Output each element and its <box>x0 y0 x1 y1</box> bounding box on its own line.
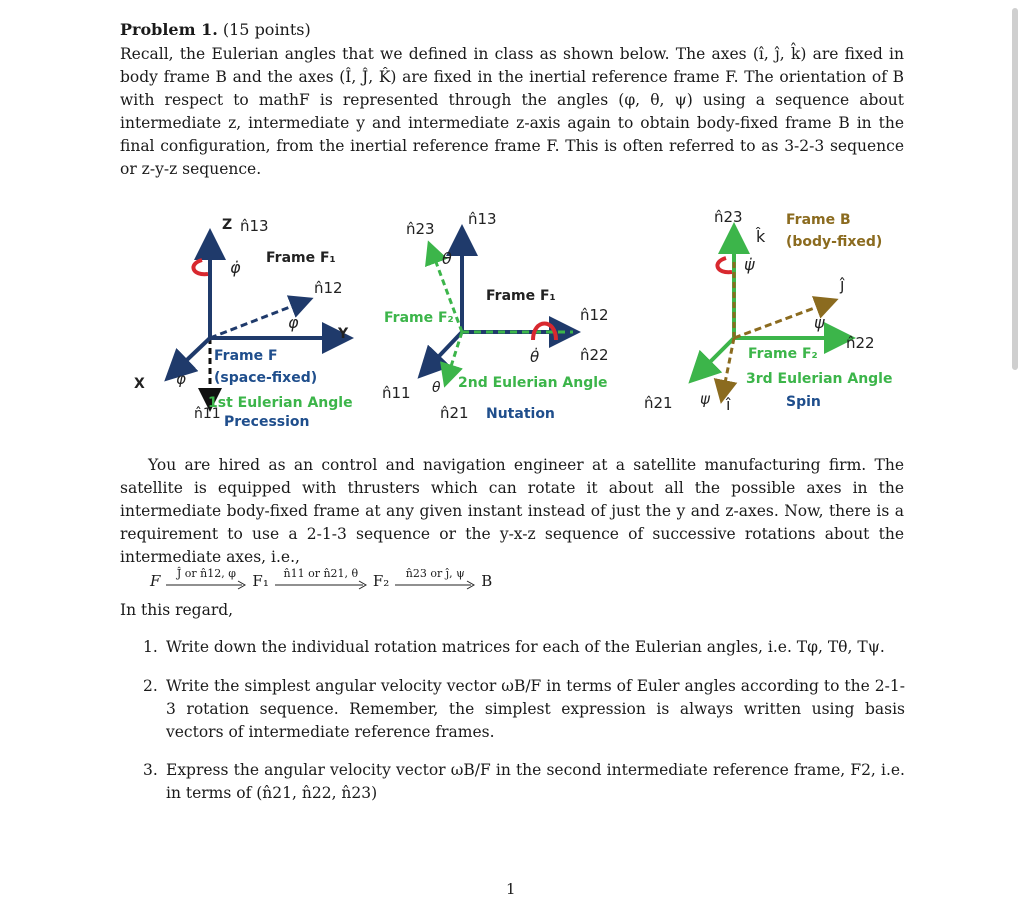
rotation-sequence <box>150 568 492 590</box>
j-hat-label: ĵ <box>840 275 845 294</box>
question-text: Express the angular velocity vector ωB/F in the second intermediate reference frame, F2, i.e. in terms of (n̂21, n̂22, n̂23) <box>166 761 905 802</box>
flow-frame-f: F <box>150 572 161 590</box>
y-label: Y <box>338 326 349 342</box>
n21-label-2: n̂21 <box>440 404 469 422</box>
psi-dot-label: ψ̇ <box>744 255 755 274</box>
n12-label: n̂12 <box>314 279 343 297</box>
flow-arrow-2-label: n̂11 or n̂21, θ <box>283 567 359 580</box>
panel-precession <box>134 217 353 430</box>
phi-dot-label: φ̇ <box>230 258 241 277</box>
first-angle-label: 1st Eulerian Angle <box>208 395 353 411</box>
problem-heading: Problem 1. <box>120 20 218 39</box>
arrow-1-icon <box>166 580 246 590</box>
question-number: 3. <box>143 761 158 779</box>
arrow-3-icon <box>395 580 475 590</box>
panel-nutation <box>382 210 609 422</box>
precession-label: Precession <box>224 414 310 430</box>
theta-top-label: θ <box>442 249 452 268</box>
frame-f-label: Frame F <box>214 348 278 364</box>
euler-angles-figure <box>128 198 908 433</box>
question-number: 2. <box>143 677 158 695</box>
scrollbar[interactable] <box>1012 8 1018 370</box>
arrow-2-icon <box>275 580 367 590</box>
flow-arrow-1-label: Ĵ or n̂12, φ <box>176 567 236 580</box>
flow-arrow-3-label: n̂23 or ĵ, ψ <box>405 567 465 580</box>
theta-low-label: θ <box>432 380 441 396</box>
n23-label-3: n̂23 <box>714 208 743 226</box>
n22-label-2: n̂22 <box>580 346 609 364</box>
phi-low-label: φ <box>176 370 186 388</box>
n11-label: n̂11 <box>194 406 221 422</box>
page-number: 1 <box>506 880 516 898</box>
panel-spin <box>644 208 892 414</box>
body-fixed-label: (body-fixed) <box>786 234 883 250</box>
phi-label: φ <box>288 313 299 332</box>
psi-low-label: ψ <box>700 390 710 408</box>
flow-arrow-1 <box>166 568 246 590</box>
z-label: Z <box>222 217 233 233</box>
n22-label-3: n̂22 <box>846 334 875 352</box>
space-fixed-label: (space-fixed) <box>214 370 318 386</box>
psi-mid-label: ψ <box>814 313 825 332</box>
flow-arrow-2 <box>275 568 367 590</box>
question-text: Write down the individual rotation matrices for each of the Eulerian angles, i.e. Tφ, Tθ, Tψ. <box>166 638 885 656</box>
theta-dot-label: θ̇ <box>530 348 540 366</box>
frame-f1-label: Frame F₁ <box>266 250 336 266</box>
intro-paragraph: Recall, the Eulerian angles that we defined in class as shown below. The axes (î, ĵ, k̂) are fixed in body frame B and the axes (Î, Ĵ, K̂) are fixed in the inertial reference frame F. The orientation of B with respect to mathF is represented through the angles (φ, θ, ψ) using a sequence about intermediate z, intermediate y and intermediate z-axis again to obtain body-fixed frame B in the final configuration, from the inertial reference frame F. This is often referred to as 3-2-3 sequence or z-y-z sequence. <box>120 45 904 178</box>
flow-frame-f1: F₁ <box>252 572 269 590</box>
flow-arrow-3 <box>395 568 475 590</box>
k-hat-label: k̂ <box>756 227 766 246</box>
n11-label-2: n̂11 <box>382 384 411 402</box>
phi-rotation-icon <box>193 260 208 274</box>
nutation-label: Nutation <box>486 406 555 422</box>
flow-frame-f2: F₂ <box>372 572 390 590</box>
frame-f1-label-2: Frame F₁ <box>486 288 556 304</box>
regard-line: In this regard, <box>120 601 234 619</box>
x-label: X <box>134 376 145 392</box>
question-1 <box>143 636 905 659</box>
psi-rotation-icon <box>717 258 732 272</box>
question-3 <box>143 759 905 805</box>
problem-points: (15 points) <box>222 20 311 39</box>
flow-frame-b: B <box>481 572 493 590</box>
frame-f2-label-3: Frame F₂ <box>748 346 818 362</box>
body-paragraph: You are hired as an control and navigation engineer at a satellite manufacturing firm. The satellite is equipped with thrusters which can rotate it about all the possible axes in the intermediate body-fixed frame at any given instant instead of just the y and z-axes. Now, there is a requirement to use a 2-1-3 sequence or the y-x-z sequence of successive rotations about the intermediate axes, i.e., <box>120 456 904 566</box>
problem-title <box>120 20 311 39</box>
frame-f2-label-2: Frame F₂ <box>384 310 454 326</box>
third-angle-label: 3rd Eulerian Angle <box>746 371 893 387</box>
n21-label-3: n̂21 <box>644 394 673 412</box>
frame-b-label: Frame B <box>786 212 851 228</box>
n23-label-2: n̂23 <box>406 220 435 238</box>
n13-label: n̂13 <box>240 217 269 235</box>
i-hat-label: î <box>726 395 731 414</box>
question-number: 1. <box>143 638 158 656</box>
second-angle-label: 2nd Eulerian Angle <box>458 375 608 391</box>
spin-label: Spin <box>786 394 821 410</box>
n12-label-2: n̂12 <box>580 306 609 324</box>
question-2 <box>143 675 905 744</box>
question-text: Write the simplest angular velocity vector ωB/F in terms of Euler angles according to the 2-1-3 rotation sequence. Remember, the simplest expression is always written using basis vectors of intermediate reference frames. <box>166 677 905 741</box>
n13-label-2: n̂13 <box>468 210 497 228</box>
